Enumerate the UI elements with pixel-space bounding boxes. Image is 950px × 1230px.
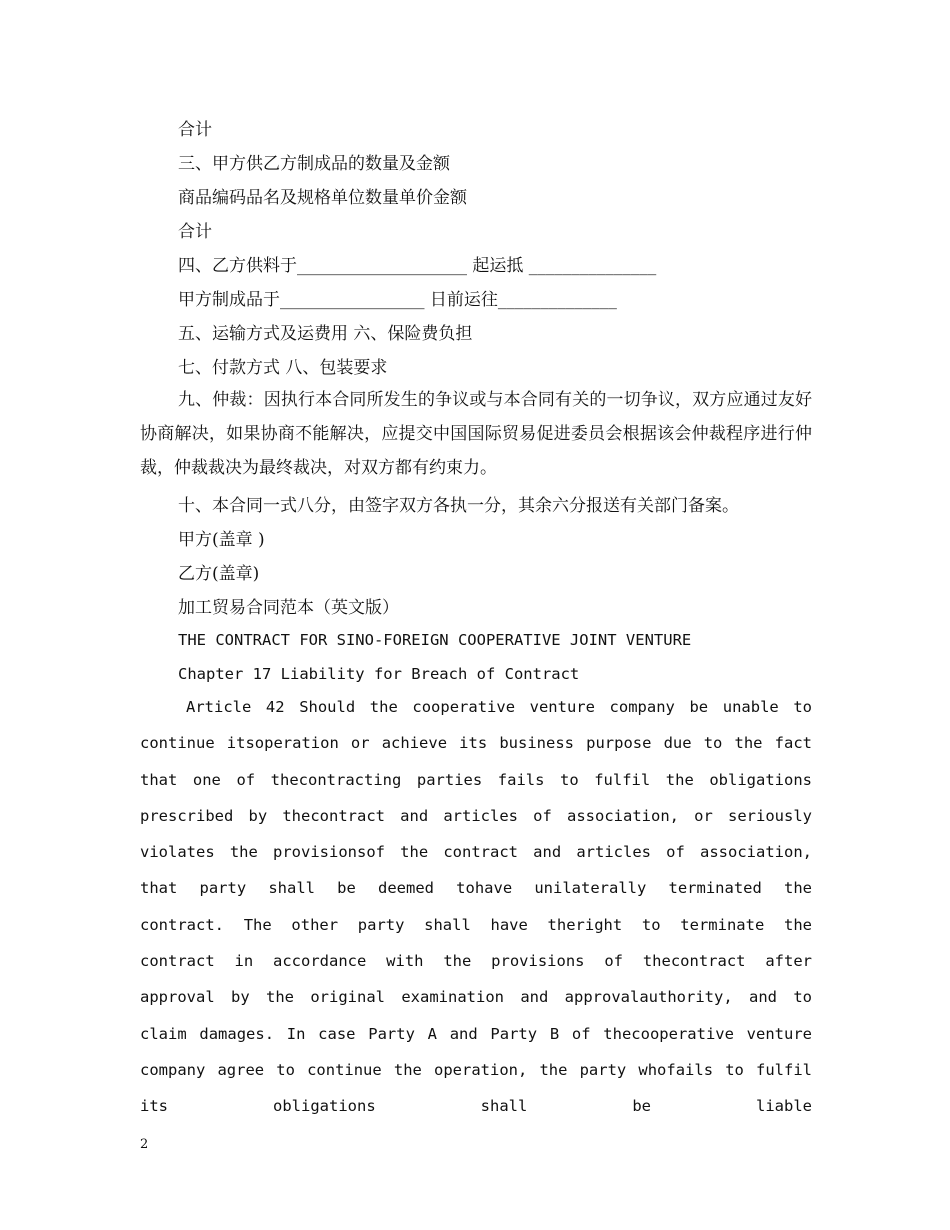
section-10-copies: 十、本合同一式八分，由签字双方各执一分，其余六分报送有关部门备案。 [178, 496, 739, 516]
party-a-seal: 甲方(盖章 ) [178, 530, 265, 550]
section-7-8-line: 七、付款方式 八、包装要求 [178, 358, 388, 378]
total-label-2: 合计 [178, 222, 212, 242]
section-3-heading: 三、甲方供乙方制成品的数量及金额 [178, 154, 450, 174]
section-5-6-line: 五、运输方式及运费用 六、保险费负担 [178, 324, 473, 344]
chapter-heading: Chapter 17 Liability for Breach of Contract [178, 665, 580, 683]
english-contract-title: THE CONTRACT FOR SINO-FOREIGN COOPERATIVE JOINT VENTURE [178, 631, 692, 649]
page-number: 2 [140, 1137, 149, 1152]
english-version-heading: 加工贸易合同范本（英文版） [178, 598, 399, 618]
section-4-supply-line: 四、乙方供料于____________________ 起运抵 _______________ [178, 256, 657, 276]
finished-goods-shipping-line: 甲方制成品于_________________ 日前运往______________ [178, 290, 617, 310]
table-header-row: 商品编码品名及规格单位数量单价金额 [178, 188, 467, 208]
total-label-1: 合计 [178, 120, 212, 140]
article-42-paragraph: Article 42 Should the cooperative venture company be unable to continue itsoperation or achieve its business purpose due to the fact that one of thecontracting parties fails to fulfil the obligations prescribed by thecontract and articles of association, or seriously violates the provisionsof the contract and articles of association, that party shall be deemed tohave unilaterally terminated the contract. The other party shall have theright to terminate the contract in accordance with the provisions of thecontract after approval by the original examination and approvalauthority, and to claim damages. In case Party A and Party B of thecooperative venture company agree to continue the operation, the party whofails to fulfil its obligations shall be liable [140, 698, 812, 1116]
party-b-seal: 乙方(盖章) [178, 564, 260, 584]
arbitration-clause: 九、仲裁：因执行本合同所发生的争议或与本合同有关的一切争议，双方应通过友好协商解决，如果协商不能解决，应提交中国国际贸易促进委员会根据该会仲裁程序进行仲裁，仲裁裁决为最终裁决，对双方都有约束力。 [140, 390, 812, 478]
